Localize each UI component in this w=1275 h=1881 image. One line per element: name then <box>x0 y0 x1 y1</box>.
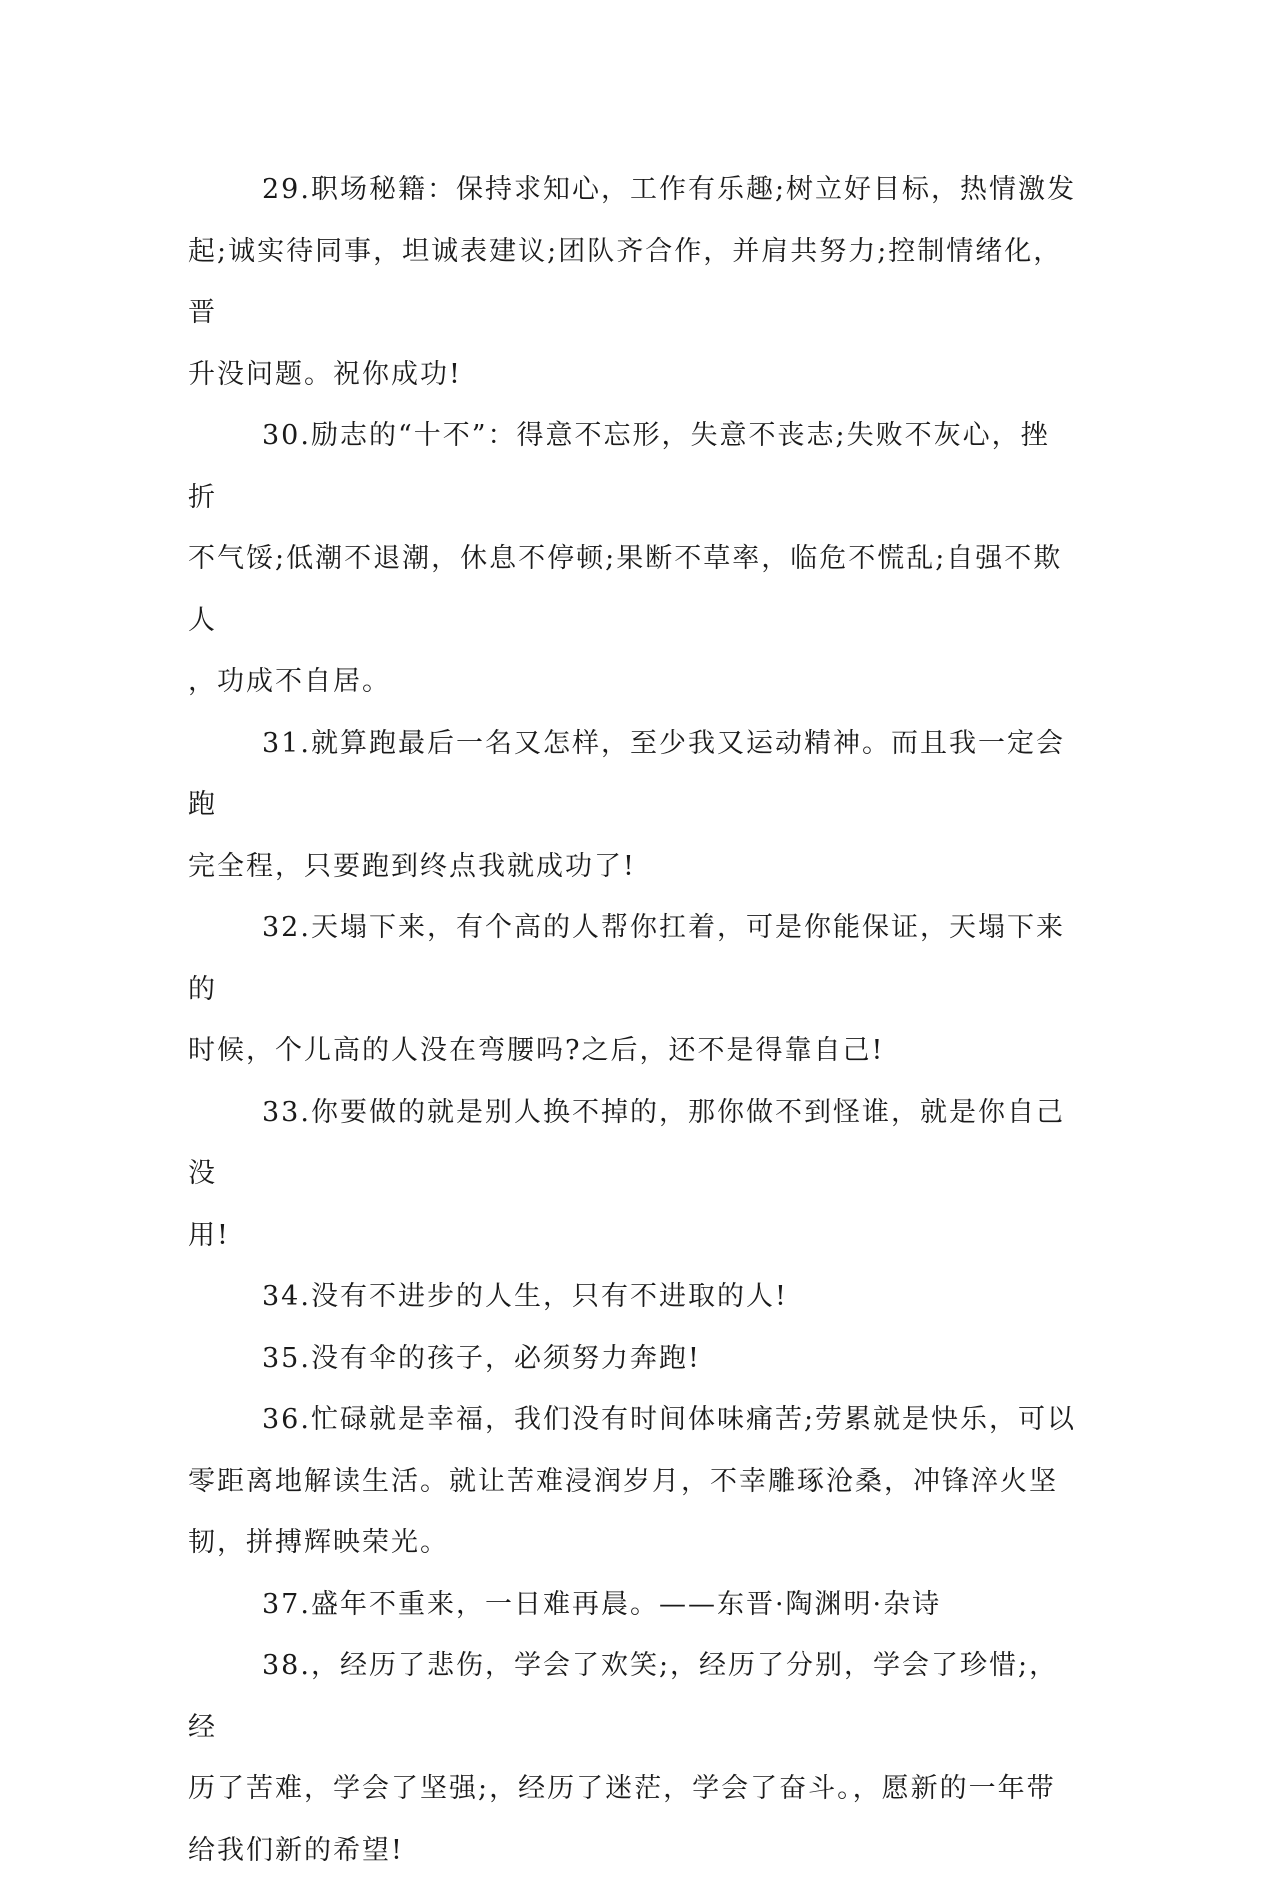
paragraph-line: 34.没有不进步的人生，只有不进取的人! <box>188 1266 1078 1328</box>
paragraph-30 <box>188 405 1078 713</box>
paragraph-line: 31.就算跑最后一名又怎样，至少我又运动精神。而且我一定会跑 <box>188 713 1078 836</box>
paragraph-line: 升没问题。祝你成功! <box>188 344 1078 406</box>
paragraph-line: 完全程，只要跑到终点我就成功了! <box>188 836 1078 898</box>
paragraph-line: 33.你要做的就是别人换不掉的，那你做不到怪谁，就是你自己没 <box>188 1082 1078 1205</box>
paragraph-34 <box>188 1266 1078 1328</box>
paragraph-37 <box>188 1574 1078 1636</box>
paragraph-line: 用! <box>188 1205 1078 1267</box>
paragraph-33 <box>188 1082 1078 1267</box>
paragraph-line: 30.励志的“十不”：得意不忘形，失意不丧志;失败不灰心，挫折 <box>188 405 1078 528</box>
paragraph-line: 35.没有伞的孩子，必须努力奔跑! <box>188 1328 1078 1390</box>
paragraph-line: 32.天塌下来，有个高的人帮你扛着，可是你能保证，天塌下来的 <box>188 897 1078 1020</box>
paragraph-36 <box>188 1389 1078 1574</box>
paragraph-29 <box>188 159 1078 405</box>
paragraph-line: 给我们新的希望! <box>188 1820 1078 1881</box>
paragraph-line: 29.职场秘籍：保持求知心，工作有乐趣;树立好目标，热情激发 <box>188 159 1078 221</box>
paragraph-line: 韧，拼搏辉映荣光。 <box>188 1512 1078 1574</box>
paragraph-line: 时候，个儿高的人没在弯腰吗?之后，还不是得靠自己! <box>188 1020 1078 1082</box>
paragraph-line: 零距离地解读生活。就让苦难浸润岁月，不幸雕琢沧桑，冲锋淬火坚 <box>188 1451 1078 1513</box>
paragraph-line: 不气馁;低潮不退潮，休息不停顿;果断不草率，临危不慌乱;自强不欺人 <box>188 528 1078 651</box>
paragraph-38 <box>188 1635 1078 1881</box>
paragraph-line: 37.盛年不重来，一日难再晨。——东晋·陶渊明·杂诗 <box>188 1574 1078 1636</box>
paragraph-31 <box>188 713 1078 898</box>
paragraph-line: 历了苦难，学会了坚强;，经历了迷茫，学会了奋斗。，愿新的一年带 <box>188 1758 1078 1820</box>
paragraph-35 <box>188 1328 1078 1390</box>
paragraph-line: 38.，经历了悲伤，学会了欢笑;，经历了分别，学会了珍惜;，经 <box>188 1635 1078 1758</box>
document-body <box>188 159 1078 1881</box>
paragraph-line: 起;诚实待同事，坦诚表建议;团队齐合作，并肩共努力;控制情绪化，晋 <box>188 221 1078 344</box>
paragraph-line: 36.忙碌就是幸福，我们没有时间体味痛苦;劳累就是快乐，可以 <box>188 1389 1078 1451</box>
paragraph-line: ，功成不自居。 <box>188 651 1078 713</box>
paragraph-32 <box>188 897 1078 1082</box>
